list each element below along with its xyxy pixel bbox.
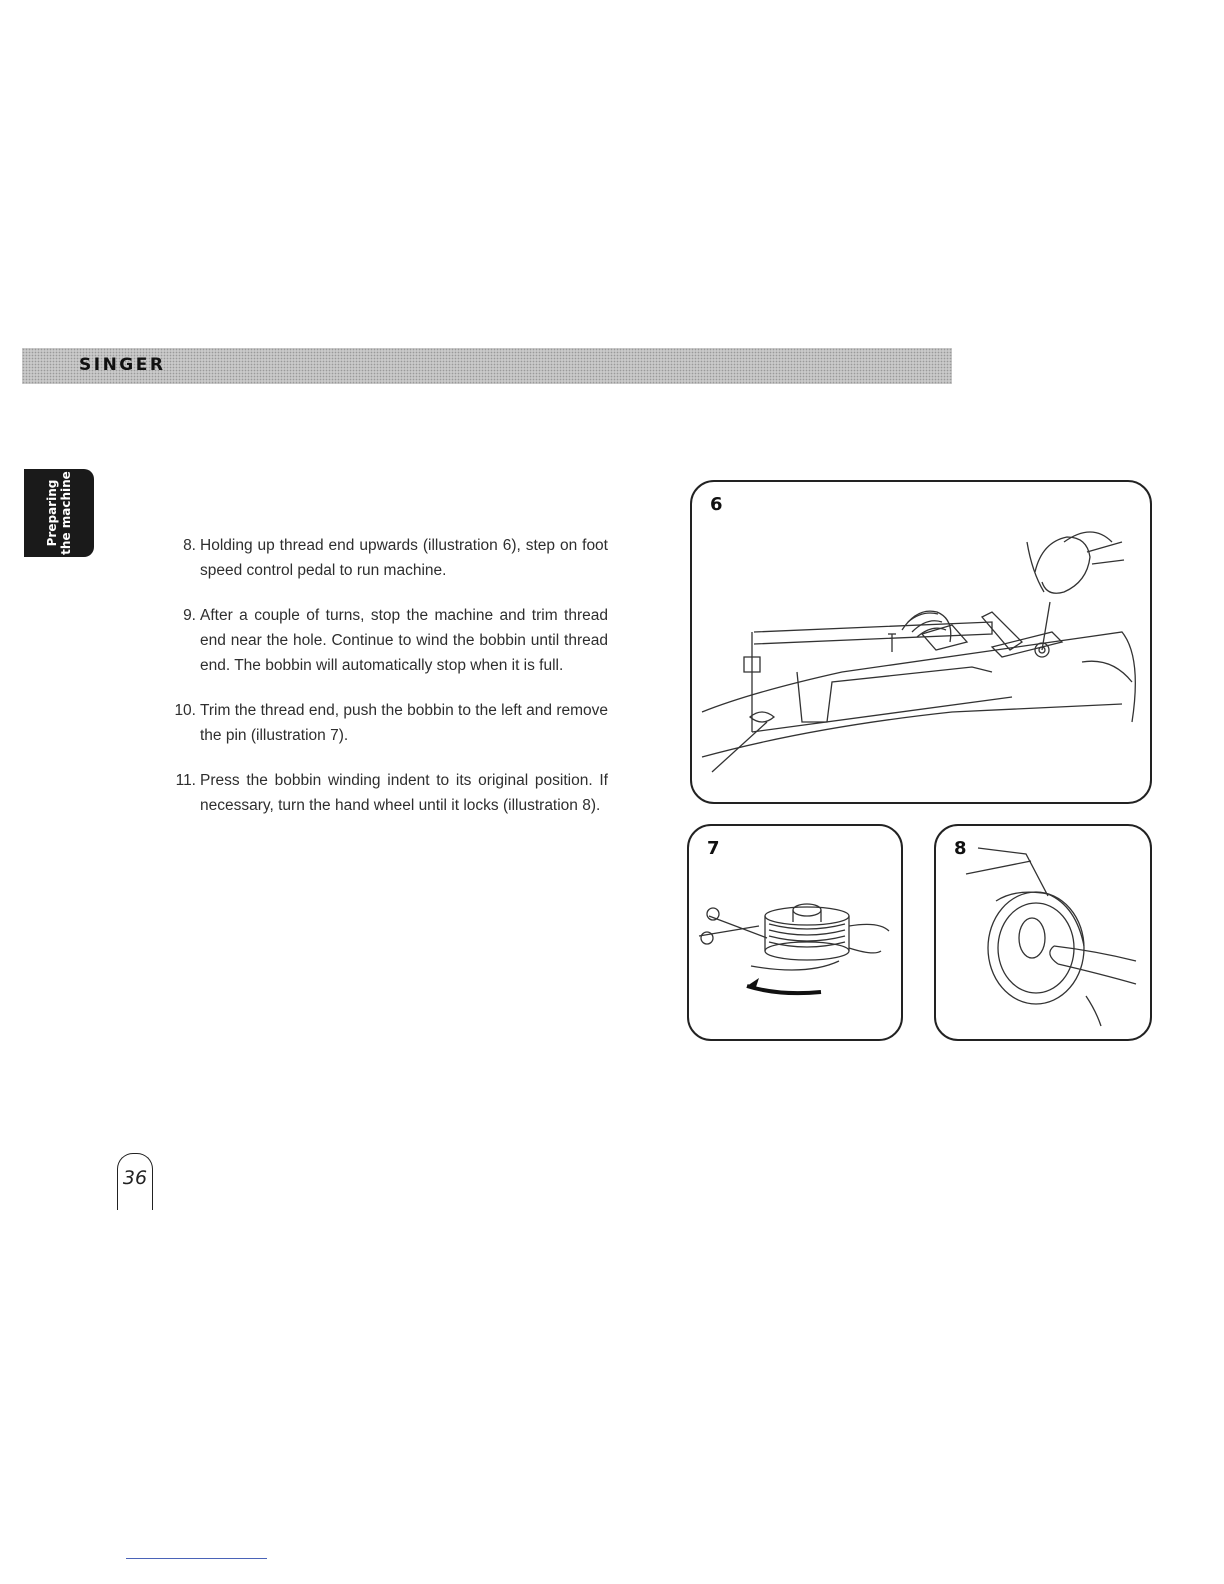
bobbin-trim-drawing [689,826,901,1039]
illustration-6-panel [690,480,1152,804]
header-band [22,348,952,384]
step-9 [168,603,608,678]
section-tab [24,469,94,557]
bobbin-winder-drawing [692,482,1150,802]
instruction-steps [168,533,608,838]
step-text: Trim the thread end, push the bobbin to the left and remove the pin (illustration 7). [200,702,608,744]
footer-rule [126,1558,267,1559]
illustration-label: 7 [707,838,720,859]
illustration-label: 6 [710,494,723,515]
section-tab-line-1: Preparing [45,479,59,547]
illustration-8-panel [934,824,1152,1041]
step-number: 8. [183,537,196,554]
page-number: 36 [122,1167,148,1189]
step-text: Holding up thread end upwards (illustration 6), step on foot speed control pedal to run machine. [200,537,608,579]
step-text: Press the bobbin winding indent to its original position. If necessary, turn the hand wheel until it locks (illustration 8). [200,772,608,814]
page-number-tab [117,1153,153,1210]
step-8 [168,533,608,583]
step-number: 11. [175,772,196,789]
hand-wheel-drawing [936,826,1150,1039]
illustration-label: 8 [954,838,967,859]
section-tab-label [45,469,73,557]
section-tab-line-2: the machine [59,471,73,555]
illustration-7-panel [687,824,903,1041]
step-11 [168,768,608,818]
step-number: 9. [183,607,196,624]
brand-logo: SINGER [79,355,166,375]
step-text: After a couple of turns, stop the machine and trim thread end near the hole. Continue to wind the bobbin until thread end. The bobbin will automatically stop when it is full. [200,607,608,674]
step-number: 10. [174,702,196,719]
step-10 [168,698,608,748]
